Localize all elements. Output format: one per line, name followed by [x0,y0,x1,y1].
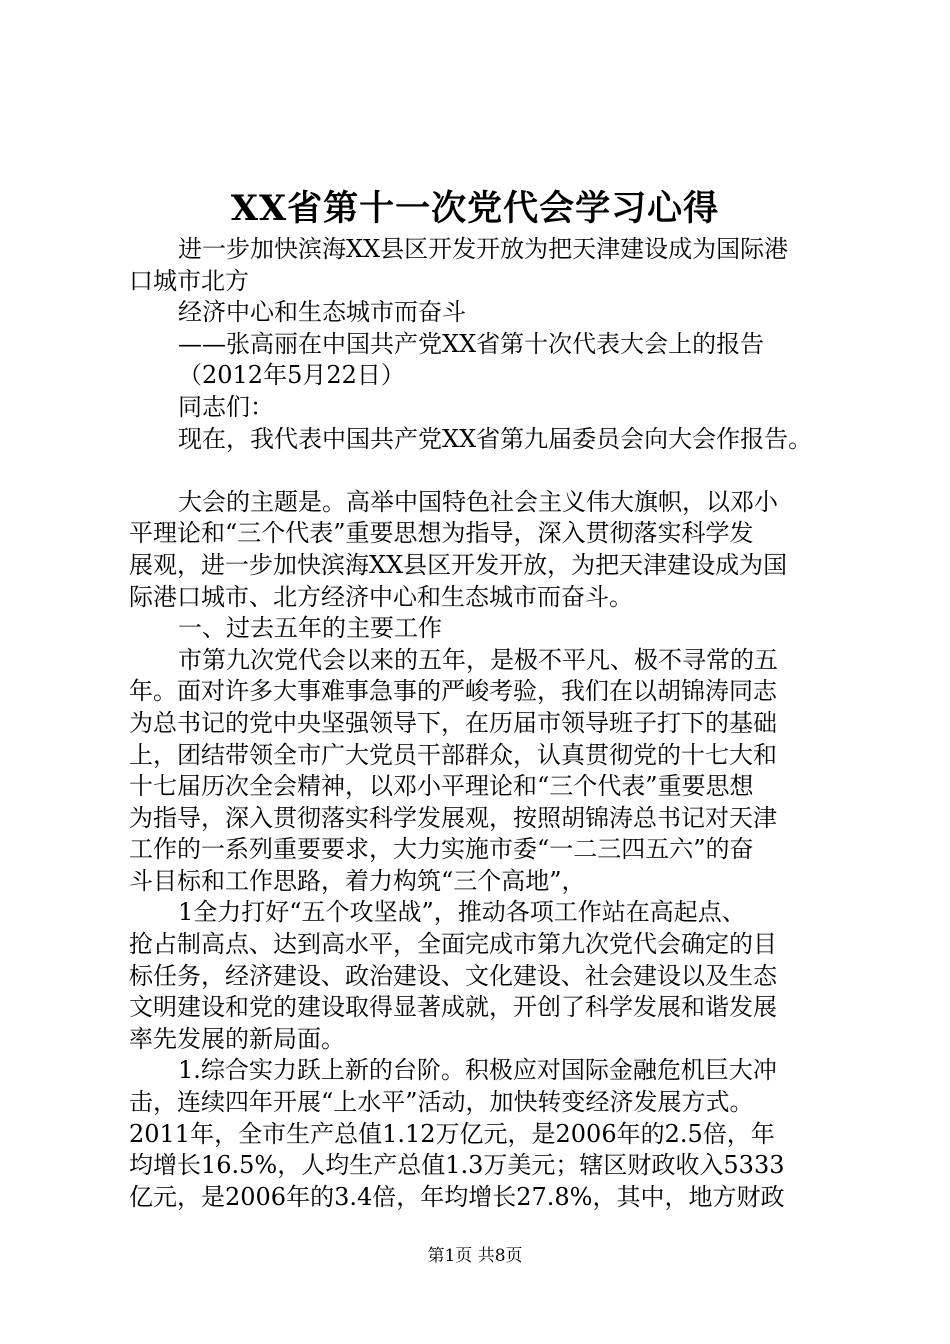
body-line: 平理论和“三个代表”重要思想为指导，深入贯彻落实科学发 [129,519,754,548]
body-line: 1全力打好“五个攻坚战”，推动各项工作站在高起点、 [178,898,746,927]
body-line: 2011年，全市生产总值1.12万亿元，是2006年的2.5倍，年 [129,1119,775,1148]
body-line: 亿元，是2006年的3.4倍，年均增长27.8%，其中，地方财政 [129,1182,785,1211]
document-body [129,234,839,1213]
body-line: 工作的一系列重要要求，大力实施市委“一二三四五六”的奋 [129,835,754,864]
body-line: 市第九次党代会以来的五年，是极不平凡、极不寻常的五 [178,645,778,674]
body-line: 为总书记的党中央坚强领导下，在历届市领导班子打下的基础 [129,708,777,737]
body-line: 均增长16.5%，人均生产总值1.3万美元；辖区财政收入5333 [129,1151,785,1180]
body-line: 文明建设和党的建设取得显著成就，开创了科学发展和谐发展 [129,993,777,1022]
body-line: （2012年5月22日） [178,361,405,390]
body-line: 现在，我代表中国共产党XX省第九届委员会向大会作报告。 [178,424,813,453]
body-line: 年。面对许多大事难事急事的严峻考验，我们在以胡锦涛同志 [129,677,777,706]
body-line: 口城市北方 [129,266,249,295]
body-line: 大会的主题是。高举中国特色社会主义伟大旗帜，以邓小 [178,487,778,516]
body-line: ——张高丽在中国共产党XX省第十次代表大会上的报告 [178,329,765,358]
page-footer: 第1页 共8页 [427,1246,523,1266]
body-line: 1.综合实力跃上新的台阶。积极应对国际金融危机巨大冲 [178,1056,777,1085]
body-line: 为指导，深入贯彻落实科学发展观，按照胡锦涛总书记对天津 [129,803,777,832]
document-title: XX省第十一次党代会学习心得 [230,188,720,229]
body-line: 斗目标和工作思路，着力构筑“三个高地”， [129,866,586,895]
body-line: 展观，进一步加快滨海XX县区开发开放，为把天津建设成为国 [129,550,788,579]
body-line: 进一步加快滨海XX县区开发开放为把天津建设成为国际港 [178,235,789,263]
body-line: 标任务，经济建设、政治建设、文化建设、社会建设以及生态 [129,961,777,990]
body-line: 率先发展的新局面。 [129,1024,345,1053]
body-line: 上，团结带领全市广大党员干部群众，认真贯彻党的十七大和 [129,740,777,769]
body-line: 击，连续四年开展“上水平”活动，加快转变经济发展方式。 [129,1088,754,1117]
body-line: 抢占制高点、达到高水平，全面完成市第九次党代会确定的目 [129,930,777,959]
body-line: 十七届历次全会精神，以邓小平理论和“三个代表”重要思想 [129,772,754,801]
body-line: 际港口城市、北方经济中心和生态城市而奋斗。 [129,582,633,611]
body-line: 一、过去五年的主要工作 [178,614,442,643]
body-line [129,455,839,487]
body-line: 经济中心和生态城市而奋斗 [178,298,466,327]
body-line: 同志们： [178,392,274,421]
